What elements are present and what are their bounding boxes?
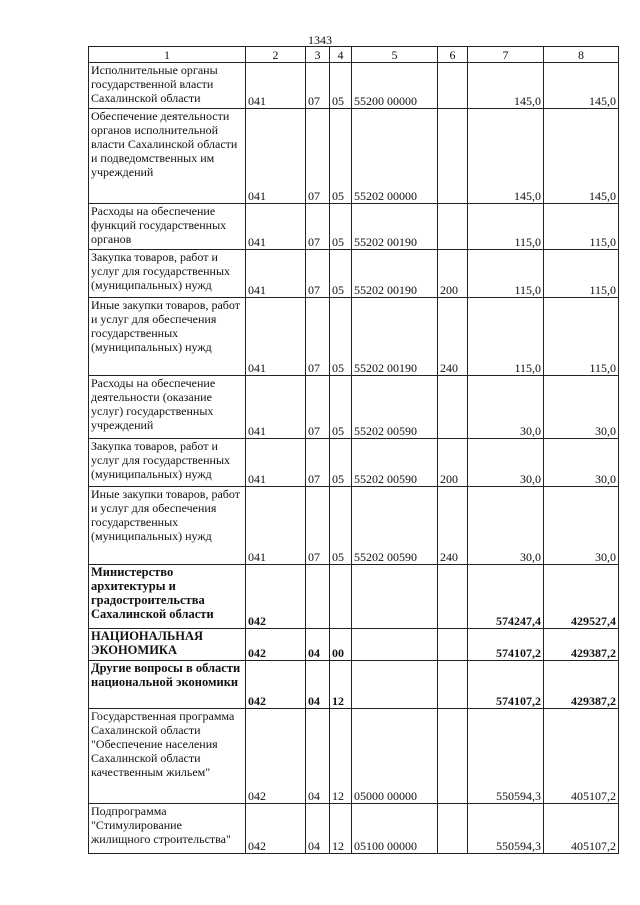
amount-col7: 574107,2 bbox=[468, 661, 544, 709]
ved-code: 042 bbox=[246, 661, 306, 709]
ved-code: 041 bbox=[246, 109, 306, 204]
ved-code: 042 bbox=[246, 804, 306, 854]
section-code: 04 bbox=[306, 629, 330, 661]
item-name: Обеспечение деятельности органов исполнительной власти Сахалинской области и подведомственных им учреждений bbox=[89, 109, 246, 204]
subsection-code: 12 bbox=[330, 709, 352, 804]
target-code: 55202 00590 bbox=[352, 487, 438, 565]
amount-col7: 145,0 bbox=[468, 109, 544, 204]
target-code: 55202 00590 bbox=[352, 376, 438, 439]
amount-col7: 550594,3 bbox=[468, 804, 544, 854]
subsection-code: 00 bbox=[330, 629, 352, 661]
target-code: 55202 00190 bbox=[352, 298, 438, 376]
subsection-code: 05 bbox=[330, 204, 352, 250]
amount-col7: 115,0 bbox=[468, 250, 544, 298]
table-row bbox=[89, 439, 619, 487]
amount-col8: 429527,4 bbox=[544, 565, 619, 629]
subsection-code: 12 bbox=[330, 804, 352, 854]
ved-code: 041 bbox=[246, 63, 306, 109]
page-number: 1343 bbox=[308, 33, 332, 47]
item-name: Государственная программа Сахалинской области "Обеспечение населения Сахалинской области качественным жильем" bbox=[89, 709, 246, 804]
header-cell: 3 bbox=[306, 47, 330, 63]
item-name: Расходы на обеспечение деятельности (оказание услуг) государственных учреждений bbox=[89, 376, 246, 439]
header-cell: 7 bbox=[468, 47, 544, 63]
header-cell: 6 bbox=[438, 47, 468, 63]
amount-col7: 550594,3 bbox=[468, 709, 544, 804]
expense-type bbox=[438, 804, 468, 854]
amount-col8: 30,0 bbox=[544, 439, 619, 487]
amount-col8: 145,0 bbox=[544, 109, 619, 204]
expense-type bbox=[438, 109, 468, 204]
subsection-code: 12 bbox=[330, 661, 352, 709]
subsection-code: 05 bbox=[330, 439, 352, 487]
item-name: НАЦИОНАЛЬНАЯ ЭКОНОМИКА bbox=[89, 629, 246, 661]
target-code: 05000 00000 bbox=[352, 709, 438, 804]
expense-type: 240 bbox=[438, 298, 468, 376]
amount-col8: 30,0 bbox=[544, 487, 619, 565]
section-code: 07 bbox=[306, 487, 330, 565]
table-row bbox=[89, 204, 619, 250]
amount-col7: 30,0 bbox=[468, 439, 544, 487]
ved-code: 041 bbox=[246, 487, 306, 565]
target-code: 55202 00190 bbox=[352, 204, 438, 250]
header-cell: 4 bbox=[330, 47, 352, 63]
section-code bbox=[306, 565, 330, 629]
item-name: Иные закупки товаров, работ и услуг для обеспечения государственных (муниципальных) нужд bbox=[89, 298, 246, 376]
table-row bbox=[89, 298, 619, 376]
table-row bbox=[89, 376, 619, 439]
ved-code: 041 bbox=[246, 439, 306, 487]
subsection-code: 05 bbox=[330, 298, 352, 376]
target-code bbox=[352, 661, 438, 709]
amount-col7: 30,0 bbox=[468, 376, 544, 439]
amount-col8: 30,0 bbox=[544, 376, 619, 439]
subsection-code: 05 bbox=[330, 63, 352, 109]
ved-code: 042 bbox=[246, 565, 306, 629]
target-code: 55202 00000 bbox=[352, 109, 438, 204]
subsection-code: 05 bbox=[330, 376, 352, 439]
expense-type bbox=[438, 376, 468, 439]
expense-type bbox=[438, 63, 468, 109]
item-name: Иные закупки товаров, работ и услуг для обеспечения государственных (муниципальных) нужд bbox=[89, 487, 246, 565]
header-cell: 5 bbox=[352, 47, 438, 63]
table-row bbox=[89, 63, 619, 109]
table-row bbox=[89, 565, 619, 629]
amount-col7: 145,0 bbox=[468, 63, 544, 109]
ved-code: 041 bbox=[246, 298, 306, 376]
item-name: Закупка товаров, работ и услуг для государственных (муниципальных) нужд bbox=[89, 439, 246, 487]
section-code: 04 bbox=[306, 804, 330, 854]
amount-col7: 574107,2 bbox=[468, 629, 544, 661]
section-code: 07 bbox=[306, 439, 330, 487]
header-cell: 8 bbox=[544, 47, 619, 63]
amount-col7: 115,0 bbox=[468, 204, 544, 250]
item-name: Закупка товаров, работ и услуг для государственных (муниципальных) нужд bbox=[89, 250, 246, 298]
table-row bbox=[89, 709, 619, 804]
amount-col7: 115,0 bbox=[468, 298, 544, 376]
section-code: 07 bbox=[306, 204, 330, 250]
subsection-code: 05 bbox=[330, 487, 352, 565]
expense-type: 200 bbox=[438, 439, 468, 487]
item-name: Расходы на обеспечение функций государственных органов bbox=[89, 204, 246, 250]
section-code: 04 bbox=[306, 661, 330, 709]
table-row bbox=[89, 804, 619, 854]
amount-col8: 429387,2 bbox=[544, 661, 619, 709]
target-code: 55202 00190 bbox=[352, 250, 438, 298]
budget-table bbox=[88, 46, 619, 854]
section-code: 07 bbox=[306, 376, 330, 439]
expense-type: 200 bbox=[438, 250, 468, 298]
ved-code: 042 bbox=[246, 709, 306, 804]
amount-col8: 405107,2 bbox=[544, 804, 619, 854]
header-cell: 2 bbox=[246, 47, 306, 63]
subsection-code bbox=[330, 565, 352, 629]
item-name: Исполнительные органы государственной власти Сахалинской области bbox=[89, 63, 246, 109]
target-code bbox=[352, 629, 438, 661]
ved-code: 041 bbox=[246, 250, 306, 298]
item-name: Другие вопросы в области национальной экономики bbox=[89, 661, 246, 709]
expense-type bbox=[438, 629, 468, 661]
table-row bbox=[89, 629, 619, 661]
ved-code: 041 bbox=[246, 204, 306, 250]
subsection-code: 05 bbox=[330, 250, 352, 298]
expense-type: 240 bbox=[438, 487, 468, 565]
target-code: 55202 00590 bbox=[352, 439, 438, 487]
amount-col8: 115,0 bbox=[544, 204, 619, 250]
item-name: Подпрограмма "Стимулирование жилищного строительства" bbox=[89, 804, 246, 854]
section-code: 07 bbox=[306, 298, 330, 376]
expense-type bbox=[438, 709, 468, 804]
amount-col7: 30,0 bbox=[468, 487, 544, 565]
item-name: Министерство архитектуры и градостроительства Сахалинской области bbox=[89, 565, 246, 629]
target-code: 05100 00000 bbox=[352, 804, 438, 854]
amount-col8: 145,0 bbox=[544, 63, 619, 109]
section-code: 07 bbox=[306, 250, 330, 298]
section-code: 07 bbox=[306, 63, 330, 109]
section-code: 04 bbox=[306, 709, 330, 804]
table-row bbox=[89, 250, 619, 298]
amount-col8: 115,0 bbox=[544, 298, 619, 376]
amount-col8: 115,0 bbox=[544, 250, 619, 298]
expense-type bbox=[438, 661, 468, 709]
header-cell: 1 bbox=[89, 47, 246, 63]
amount-col8: 405107,2 bbox=[544, 709, 619, 804]
subsection-code: 05 bbox=[330, 109, 352, 204]
target-code bbox=[352, 565, 438, 629]
table-row bbox=[89, 487, 619, 565]
ved-code: 042 bbox=[246, 629, 306, 661]
table-row bbox=[89, 109, 619, 204]
section-code: 07 bbox=[306, 109, 330, 204]
table-row bbox=[89, 661, 619, 709]
ved-code: 041 bbox=[246, 376, 306, 439]
expense-type bbox=[438, 204, 468, 250]
amount-col8: 429387,2 bbox=[544, 629, 619, 661]
target-code: 55200 00000 bbox=[352, 63, 438, 109]
header-row bbox=[89, 47, 619, 63]
amount-col7: 574247,4 bbox=[468, 565, 544, 629]
expense-type bbox=[438, 565, 468, 629]
